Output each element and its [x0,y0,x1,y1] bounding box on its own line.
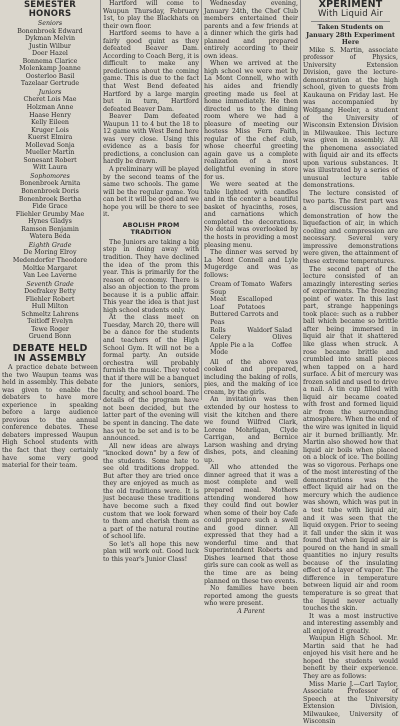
honor-name: Fliehler Grumby Mae [15,210,85,218]
column-liquid-air [303,0,398,726]
honor-name: Sonesant Robert [23,156,77,164]
menu-item: Waldorf Salad [247,326,292,334]
column-rule [100,0,101,400]
menu-item: Olives [272,334,292,342]
article-paragraph: All new ideas are always "knocked down" by a few of the students. Some hate to see old traditions dropped. But after they are tried once they are enjoyed as much as the old traditions were. It is just because these traditions have become such a fixed custom that we look forward to them and cherish them as a part of the natural routine of school life. [103,442,199,541]
honor-name: Van Lee Laverne [23,272,77,280]
menu-row [204,296,298,311]
menu-item: Celery [210,334,231,342]
experiment-deck: Taken Students on January 28th Experiment Here [306,24,395,47]
menu-item: Meat Loaf [210,296,227,311]
article-paragraph: An invitation was then extended by our hostess to visit the kitchen and there we found Wilfred Clark, Lorene Mohrligan, Clyde Carrigan, and Bernice Larson washing and drying dishes, pots, and cleaning up. [204,396,298,464]
article-paragraph: Waupun High School. Mr. Martin said that he had enjoyed his visit here and he hoped the students would benefit by their experience. They are as follows: [303,635,398,681]
honor-name: Mueller Martin [25,149,75,157]
liquid-air-subheading: With Liquid Air [317,9,383,19]
juniors-label: Juniors [38,88,62,96]
article-paragraph: The second part of the lecture consisted of an amazingly interesting series of experiments. The freezing point of water. In this last part, strange happenings took place: such as a rubber ball which became so brittle after being immersed in liquid air that it shattered like glass when struck. A rose became brittle and crumbled into small pieces when tapped on a hard surface. A bit of mercury was frozen solid and used to drive a nail. A tin cup filled with liquid air became coated with frost and formed liquid air from the surrounding atmosphere. When the end of the wire was ignited in liquid air it burned brilliantly. Mr. Martin also showed how that liquid air boils when placed on a block of ice. The boiling was so vigorous. Perhaps one of the most interesting of the demonstrations was the effect liquid air had on the mercury which the audience was shown, which was put in a test tube with liquid air, and it was seen that the liquid oxygen. Prior to seeing it fall under the skin it was found that when liquid air is poured on the hand in small quantities no injury results because of the insulating effect of a layer of vapor. The difference in temperature between liquid air and room temperature is so great that the liquid never actually touches the skin. [303,265,398,613]
menu-item: Cream of Tomato Soup [210,281,265,296]
honor-name: Haase Henry [29,111,71,119]
menu-row [204,342,298,357]
article-paragraph: A preliminary will be played by the second teams of the same two schools. The game will be the regular game. You can bet it will be good and we hope you will be there to see it. [103,166,200,219]
seniors-label: Seniors [37,20,63,27]
abolish-prom-heading: ABOLISH PROM TRADITION [122,221,180,237]
article-paragraph: When we arrived at the high school we were met by La Mont Connell, who with his aides and friendly greeting made us feel at home immediately. He then directed us to the dining room where we had a pleasure of meeting our hostess Miss Fern Faith, regular of the chef club, whose cheerful greeting again gave us a complete realization of a most delightful evening in store for us. [204,60,298,181]
honor-name: Bonenbroek Edward [17,27,83,35]
eighth-grade-list [2,249,98,279]
article-signature: A Parent [237,607,265,615]
seventh-grade-list [2,288,98,341]
menu-item: Rolls [210,326,226,334]
divider [311,21,390,22]
article-paragraph: At the class meet on Tuesday, March 20, there will be a dance for the students and teachers of the High School Gym. It will not be a formal party. An outside orchestra will probably furnish the music. They voted that if there will be a banquet for the juniors, seniors, faculty, and school board. The details of the program have not been decided, but the latter part of the evening will be spent in dancing. The date has yet to be set and is to be announced. [103,314,199,443]
menu-row [204,281,298,296]
juniors-list [2,96,98,171]
menu-item: Wafers [270,281,292,289]
menu-row [204,311,298,326]
column-rule [201,0,202,400]
honor-name: Hynes Gladys [28,218,72,226]
article-paragraph: The Juniors are taking a big step in doing away with tradition. They have declined the idea of the prom this year. This is primarily for the reason of economy. There is also an objection to the prom because it is a public affair. This year the idea is that just high school students only. [103,238,199,314]
honor-name: Kelly Eileen [31,119,69,127]
chef-club-article [204,0,298,279]
honors-heading: SEMESTER HONORS [23,0,77,19]
honor-name: Holzman Anne [26,104,74,112]
honor-name: Bonenbroek Arnita [19,180,81,188]
seniors-list [2,28,98,88]
honor-name: Fide Grace [32,203,68,211]
column-honors [2,0,98,470]
article-paragraph: Wednesday evening, January 24th, the Chef Club members entertained their parents and a few friends at a dinner which the girls had planned and prepared entirely according to their own ideas. [204,0,298,60]
honor-name: Doer Hazel [32,50,68,58]
honor-name: Dykman Melvin [24,35,76,43]
honor-name: Bonenbroek Doris [21,188,79,196]
experiment-heading: XPERIMENT [318,0,383,10]
article-paragraph: The lecture consisted of two parts. The first part was a discussion and demonstration of how the liquefaction of air, in which cooling and compression are necessary. Several very impressive demonstrations were given, the attainment of these extreme temperatures. [303,190,398,265]
article-paragraph: The dinner was served by La Mont Connell and Lyle Mugerdge and was as follows: [204,249,298,279]
menu-item: Apple Pie a la Mode [210,341,254,357]
article-paragraph: Miss Marie J.—Carl Taylor, Associate Professor of Speech at the University Extension Division, Milwaukee, University of Wisconsin [303,680,398,726]
honor-name: Doefrakey Betty [24,288,76,296]
honor-name: Cheret Lois Mae [23,96,77,104]
sophomores-list [2,180,98,240]
menu-row [204,327,298,335]
honor-name: Medendorfer Theodore [12,256,88,264]
honor-name: Bonenbroek Bertha [18,195,82,203]
debate-heading-line1: DEBATE HELD [12,342,88,354]
honor-name: Fliehler Robert [25,295,75,303]
honor-name: Gruend Bonn [28,333,72,341]
honor-name: Hull Milton [31,303,69,311]
honor-name: Schmeltz Lahrens [21,310,79,318]
menu-item: Escalloped Potatoes [237,296,273,311]
column-rule [300,0,301,400]
honor-name: Teitloff Evelyn [27,318,73,326]
article-paragraph: All of the above was cooked and prepared, including the baking of rolls, pies, and the making of ice cream, by the girls. [204,358,298,396]
column-hartford [103,0,200,563]
chef-club-article-continued [204,359,298,608]
sophomores-label: Sophomores [30,172,70,180]
column-chef-club [204,0,298,615]
honor-name: Kuerst Elmira [27,134,73,142]
article-paragraph: We were seated at the table lighted with candles and in the center a beautiful basket of hyacinths, roses, and carnations which completed the decorations. No detail was overlooked by the hosts in providing a most pleasing menu. [204,181,298,249]
eighth-grade-label: Eighth Grade [28,241,72,249]
abolish-prom-article [103,239,199,564]
article-paragraph: Hartford seems to have a fairly good quint as they defeated Beaver Dam. According to Coach Berg, it is difficult to make any predictions about the coming game. This is due to the fact that West Bend defeated Hartford by a large margin but in turn, Hartford defeated Beaver Dam. [103,30,199,113]
menu-item: Coffee [271,341,292,349]
honor-name: Justin Wilbur [29,42,71,50]
article-paragraph: Hartford will come to Waupun Thursday, February 1st, to play the Blackhats on their own floor. [103,0,199,30]
debate-article [2,364,98,470]
honor-name: Oosterloo Basil [25,72,75,80]
honor-name: Tazelaar Gertrude [20,80,80,88]
honor-name: Tewe Roger [31,325,69,333]
article-paragraph: Mike S. Martin, associate professor of Physics, University Extension Division, gave the lecture-demonstration at the high school, given to guests from Kaukauna on Friday last. He was accompanied by Wolfgang Heeler, a student of the University of Wisconsin Extension Division in Milwaukee. This lecture was given in assembly. All the phenomena associated with liquid air and its effects upon various substances. It was illustrated by a series of unusual lecture table demonstrations. [303,46,398,190]
hartford-article [103,0,199,219]
menu-item: Buttered Carrots and Peas [210,311,279,326]
honor-name: Moltke Margaret [22,264,78,272]
honor-name: Molenkamp Joanne [19,65,81,73]
speaker-list [303,681,398,726]
seventh-grade-label: Seventh Grade [26,280,74,288]
honor-name: De Moring Elroy [23,249,77,257]
menu-row [204,334,298,342]
debate-heading-line2: IN ASSEMBLY [13,352,87,364]
article-paragraph: Beaver Dam defeated Waupun 11 to 4 but the 18 to 12 game with West Bend here was very close. Using this evidence as a basis for predictions, a conclusion can hardly be drawn. [103,113,199,166]
article-paragraph: It was a most instructive and interesting assembly and all enjoyed it greatly. [303,612,398,635]
honor-name: Kruger Lois [31,126,69,134]
honor-name: Bonnema Clarice [22,57,78,65]
article-paragraph: All who attended the dinner agreed that it was a most complete and well prepared meal. Mothers attending wondered how they could find out bowler when some of their boy Cafe could prepare such a swell and good dinner. All expressed that they had a wonderful time and that Superintendent Roberts and Dishes learned that those girls sure can cook as well as the time are as being planned on these two events. [204,464,298,585]
honor-name: Mollevad Sonja [25,141,75,149]
article-paragraph: So let's all hope this new plan will work out. Good luck to this year's Junior Class! [103,540,199,563]
article-paragraph: No families have been reported among the guests who were present. [204,585,298,608]
liquid-air-article [303,47,398,681]
article-paragraph: A practice debate between the two Waupun teams was held in assembly. This debate was given to enable the debaters to have more experience in speaking before a large audience previous to the annual conference debates. These debaters impressed Waupun High School students with the fact that they certainly have some very good material for their team. [2,363,98,470]
honor-name: Witt Laura [32,164,68,172]
dinner-menu [204,281,298,356]
honor-name: Ramson Benjamin [21,225,79,233]
honor-name: Watera Beda [29,233,71,241]
